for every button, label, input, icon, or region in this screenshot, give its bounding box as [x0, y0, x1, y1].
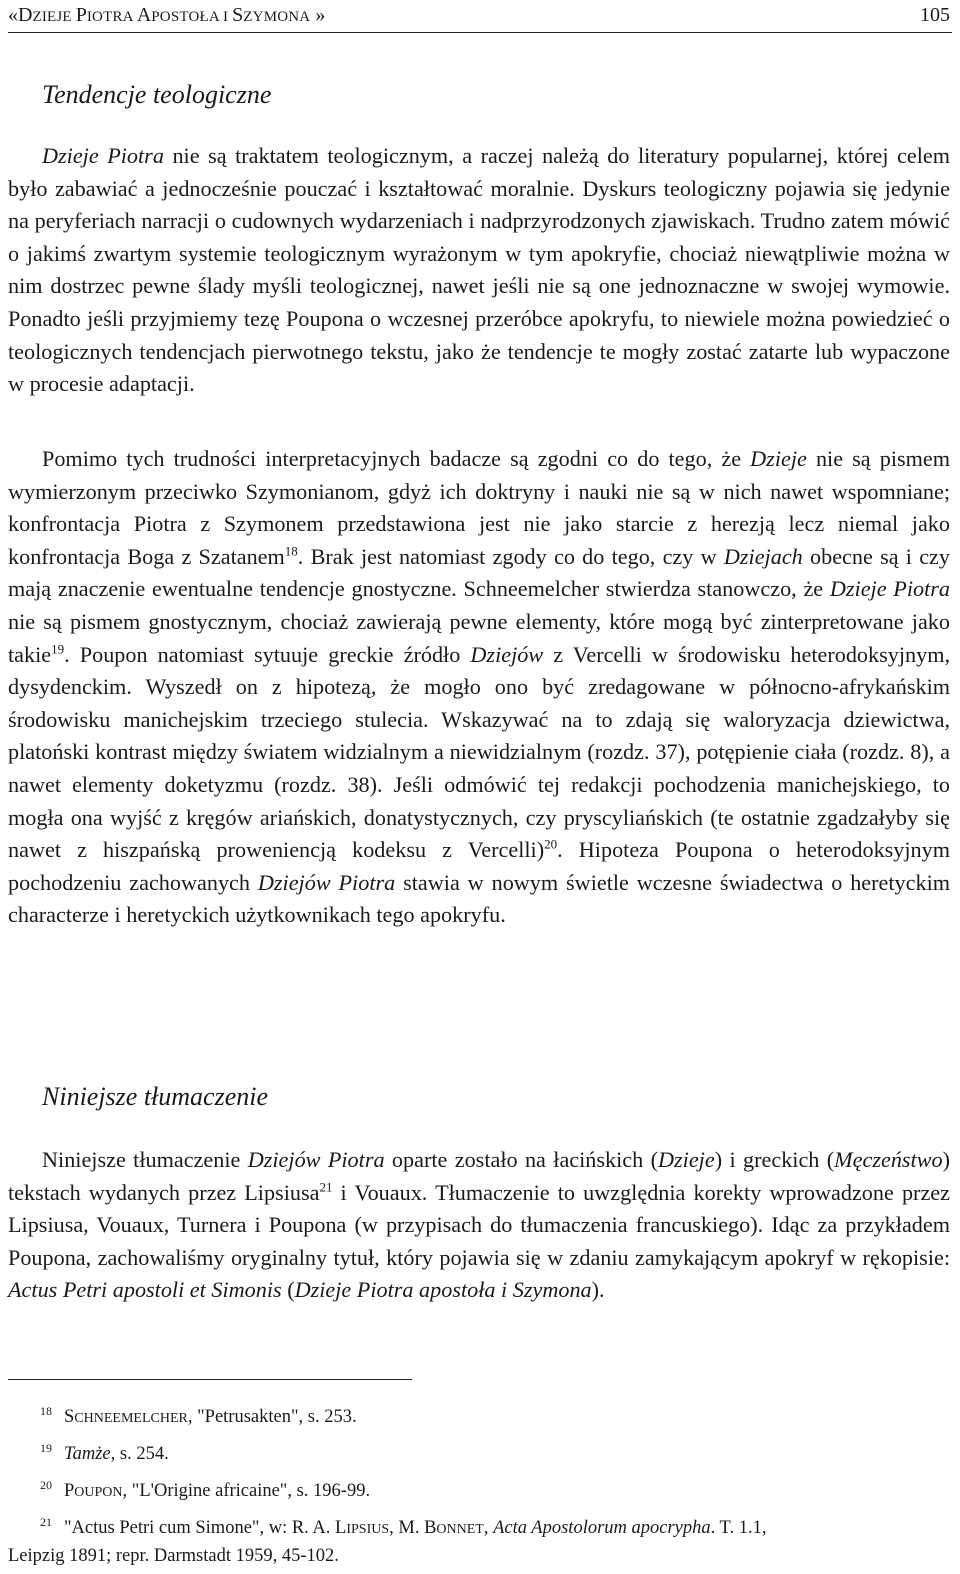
footnote-ref-20[interactable]: 20 [544, 836, 558, 852]
section-heading-niniejsze: Niniejsze tłumaczenie [42, 1082, 269, 1111]
footnote-18: 18 SCHNEEMELCHER, "Petrusakten", s. 253. [40, 1403, 357, 1427]
footnote-ref-19[interactable]: 19 [51, 641, 65, 657]
footnote-20: 20 POUPON, "L'Origine africaine", s. 196-99. [40, 1477, 371, 1501]
running-header [8, 0, 952, 33]
footnote-ref-21[interactable]: 21 [319, 1179, 333, 1195]
page-number: 105 [920, 4, 950, 26]
footnote-ref-18[interactable]: 18 [284, 543, 298, 559]
paragraph-1: Dzieje Piotra nie są traktatem teologicznym, a raczej należą do literatury popularnej, której celem było zabawiać a jednocześnie pouczać i kształtować moralnie. Dyskurs teologiczny pojawia się jedynie na peryferiach narracji o cudownych wydarzeniach i nadprzyrodzonych zjawiskach. Trudno zatem mówić o jakimś zwartym systemie teologicznym wyrażonym w tym apokryfie, chociaż niewątpliwie można w nim dostrzec pewne ślady myśli teologicznej, nawet jeśli nie są one jednoznaczne w swojej wymowie. Ponadto jeśli przyjmiemy tezę Poupona o wczesnej przeróbce apokryfu, to niewiele można powiedzieć o teologicznych tendencjach pierwotnego tekstu, jako że tendencje te mogły zostać zatarte lub wypaczone w procesie adaptacji. [8, 143, 950, 397]
footnote-divider [8, 1379, 412, 1380]
paragraph-2: Pomimo tych trudności interpretacyjnych badacze są zgodni co do tego, że Dzieje nie są pismem wymierzonym przeciwko Szymonianom, gdyż ich doktryny i nauki nie są w nich nawet wspomniane; konfrontacja Piotra z Szymonem przedstawiona jest nie jako starcie z herezją lecz niemal jako konfrontacja Boga z Szatanem$^{18}$. Brak jest natomiast zgody co do tego, czy w Dziejach obecne są i czy mają znaczenie ewentualne tendencje gnostyczne. Schneemelcher stwierdza stanowczo, że Dzieje Piotra nie są pismem gnostycznym, chociaż zawierają pewne elementy, które mogą być zinterpretowane jako takie$^{19}$. Poupon natomiast sytuuje greckie źródło Dziejów z Vercelli w środowisku heterodoksyjnym, dysydenckim. Wyszedł on z hipotezą, że mogło ono być zredagowane w północno-afrykańskim środowisku manichejskim trzeciego stulecia. Wskazywać na to zdają się waloryzacja dziewictwa, platoński kontrast między światem widzialnym a niewidzialnym (rozdz. 37), potępienie ciała (rozdz. 8), a nawet elementy doketyzmu (rozdz. 38). Jeśli odmówić tej redakcji pochodzenia manichejskiego, to mogła ona wyjść z kręgów ariańskich, donatystycznych, czy pryscyliańskich (te ostatnie zgadzałyby się nawet z hiszpańską proweniencją kodeksu z Vercelli)$^{20}$. Hipoteza Poupona o heterodoksyjnym pochodzeniu zachowanych Dziejów Piotra stawia w nowym świetle wczesne świadectwa o heretyckim characterze i heretyckich użytkownikach tego apokryfu. [8, 446, 951, 928]
section-heading-tendencje: Tendencje teologiczne [42, 80, 272, 109]
footnote-21: 21 "Actus Petri cum Simone", w: R. A. LIPSIUS, M. BONNET, Acta Apostolorum apocrypha. T. 1.1, Leipzig 1891; repr. Darmstadt 1959, 45-102. [8, 1514, 767, 1566]
paragraph-3: Niniejsze tłumaczenie Dziejów Piotra oparte zostało na łacińskich (Dzieje) i greckich (Męczeństwo) tekstach wydanych przez Lipsiusa$^{21}$ i Vouaux. Tłumaczenie to uwzględnia korekty wprowadzone przez Lipsiusa, Vouaux, Turnera i Poupona (w przypisach do tłumaczenia francuskiego). Idąc za przykładem Poupona, zachowaliśmy oryginalny tytuł, który pojawia się w zdaniu zamykającym apokryf w rękopisie: Actus Petri apostoli et Simonis (Dzieje Piotra apostoła i Szymona). [8, 1147, 950, 1303]
footnote-19: 19 Tamże, s. 254. [40, 1440, 169, 1464]
running-title: «DZIEJE PIOTRA APOSTOŁA I SZYMONA » [8, 4, 326, 26]
